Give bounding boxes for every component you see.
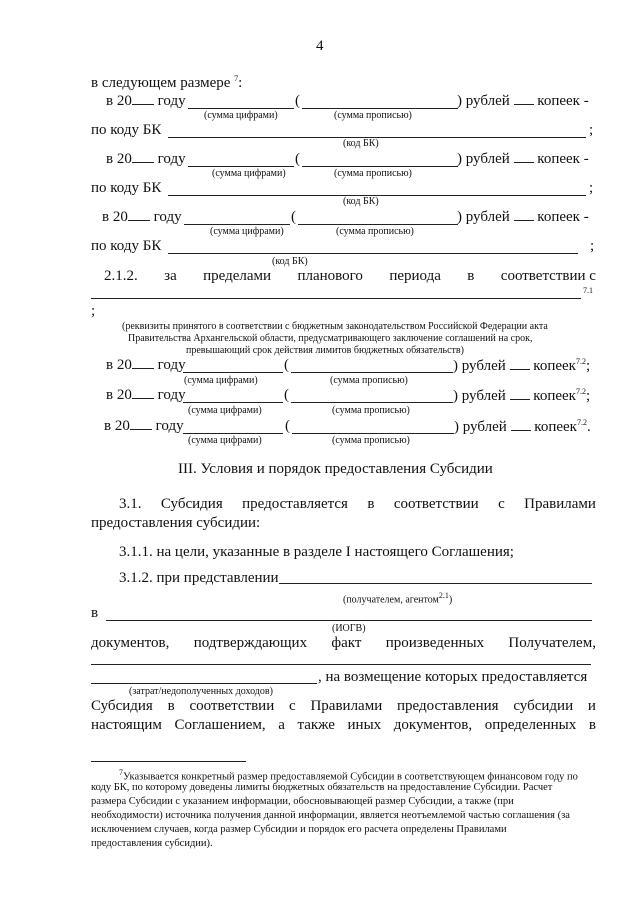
sum-words-caption: (сумма прописью) bbox=[334, 110, 412, 121]
act-caption-3: превышающий срок действия лимитов бюджетных обязательств) bbox=[186, 345, 464, 356]
sum-digits-line[interactable] bbox=[183, 372, 283, 373]
sum-words-line[interactable] bbox=[291, 402, 453, 403]
section-3-title: III. Условия и порядок предоставления Субсидии bbox=[178, 461, 493, 477]
footnote-line-1: $^7$Указывается конкретный размер предоставляемой Субсидии в соответствующем финансовом году по bbox=[119, 768, 578, 783]
footnote-ref: 7.1 bbox=[583, 286, 593, 295]
bk-code-label: по коду БК bbox=[91, 122, 162, 138]
year-row-4-prefix: в 20 году bbox=[106, 357, 186, 373]
rub-kop-1: ) рублей копеек - bbox=[457, 93, 589, 109]
p31-line-2: предоставления субсидии: bbox=[91, 515, 261, 531]
sum-words-caption: (сумма прописью) bbox=[336, 226, 414, 237]
p311: 3.1.1. на цели, указанные в разделе I настоящего Соглашения; bbox=[119, 544, 514, 560]
sum-words-line[interactable] bbox=[291, 372, 453, 373]
sum-digits-caption: (сумма цифрами) bbox=[188, 435, 262, 446]
sum-words-line[interactable] bbox=[298, 224, 458, 225]
sum-words-caption: (сумма прописью) bbox=[334, 168, 412, 179]
footnote-ref: 7 bbox=[234, 74, 239, 83]
footnote-line-5: исключением случаев, когда размер Субсидии и порядок его расчета определены Правилами bbox=[91, 824, 507, 835]
bk-code-caption: (код БК) bbox=[272, 256, 308, 267]
sum-words-caption: (сумма прописью) bbox=[332, 435, 410, 446]
semicolon: ; bbox=[91, 303, 96, 319]
year-row-1-prefix: в 20 году bbox=[106, 93, 186, 109]
intro-text: в следующем размере $^7$: bbox=[91, 74, 243, 91]
sum-digits-line[interactable] bbox=[188, 108, 294, 109]
sum-digits-caption: (сумма цифрами) bbox=[212, 168, 286, 179]
docs-tail: , на возмещение которых предоставляется bbox=[318, 669, 588, 685]
sum-digits-line[interactable] bbox=[184, 224, 290, 225]
sum-digits-line[interactable] bbox=[183, 433, 283, 434]
semicolon: ; bbox=[589, 122, 594, 138]
paren-open: ( bbox=[284, 357, 289, 373]
sum-words-caption: (сумма прописью) bbox=[332, 405, 410, 416]
paren-open: ( bbox=[295, 93, 300, 109]
recipient-line[interactable] bbox=[279, 583, 592, 584]
rub-kop-6: ) рублей копеек$^{7.2}$. bbox=[454, 418, 591, 435]
sum-digits-caption: (сумма цифрами) bbox=[210, 226, 284, 237]
p312-text: 3.1.2. при представлении bbox=[119, 570, 279, 586]
paren-open: ( bbox=[295, 151, 300, 167]
paren-open: ( bbox=[284, 387, 289, 403]
p31-line-1: 3.1. Субсидия предоставляется в соответствии с Правилами bbox=[119, 496, 596, 512]
bk-code-line[interactable] bbox=[168, 253, 578, 254]
rub-kop-5: ) рублей копеек$^{7.2}$; bbox=[453, 387, 591, 404]
v-label: в bbox=[91, 605, 99, 621]
agreement-line: настоящим Соглашением, а также иных документов, определенных в bbox=[91, 717, 596, 733]
year-row-3-prefix: в 20 году bbox=[102, 209, 182, 225]
sum-digits-line[interactable] bbox=[183, 402, 283, 403]
docs-line-blank[interactable] bbox=[91, 664, 591, 665]
bk-code-caption: (код БК) bbox=[343, 196, 379, 207]
year-row-2-prefix: в 20 году bbox=[106, 151, 186, 167]
page-number: 4 bbox=[316, 38, 324, 54]
footnote-line-3: размера Субсидии с указанием информации, обосновывающей размер Субсидии, а также (при bbox=[91, 796, 514, 807]
rub-kop-4: ) рублей копеек$^{7.2}$; bbox=[453, 357, 591, 374]
recipient-caption: (получателем, агентом$^{2.1}$) bbox=[343, 591, 453, 606]
sum-digits-caption: (сумма цифрами) bbox=[204, 110, 278, 121]
subsidy-line: Субсидия в соответствии с Правилами предоставления субсидии и bbox=[91, 698, 596, 714]
sum-words-line[interactable] bbox=[292, 433, 454, 434]
sum-words-line[interactable] bbox=[302, 108, 458, 109]
year-row-5-prefix: в 20 году bbox=[106, 387, 186, 403]
sum-words-line[interactable] bbox=[302, 166, 458, 167]
expenses-line[interactable] bbox=[91, 683, 317, 684]
act-caption-2: Правительства Архангельской области, предусматривающего заключение соглашений на срок, bbox=[128, 333, 533, 344]
bk-code-label: по коду БК bbox=[91, 180, 162, 196]
iogv-caption: (ИОГВ) bbox=[332, 623, 366, 634]
rub-kop-2: ) рублей копеек - bbox=[457, 151, 589, 167]
sum-digits-line[interactable] bbox=[188, 166, 294, 167]
semicolon: ; bbox=[590, 238, 595, 254]
docs-line: документов, подтверждающих факт произведенных Получателем, bbox=[91, 635, 596, 651]
footnote-line-6: предоставления субсидии). bbox=[91, 838, 213, 849]
footnote-line-4: необходимости) источника получения данной информации, является неотъемлемой частью соглашения (за bbox=[91, 810, 570, 821]
sum-words-caption: (сумма прописью) bbox=[330, 375, 408, 386]
rub-kop-3: ) рублей копеек - bbox=[457, 209, 589, 225]
paren-open: ( bbox=[285, 418, 290, 434]
bk-code-caption: (код БК) bbox=[343, 138, 379, 149]
s212-line: 2.1.2. за пределами планового периода в соответствии с bbox=[104, 268, 596, 284]
act-caption-1: (реквизиты принятого в соответствии с бюджетным законодательством Российской Федерации акта bbox=[122, 321, 548, 332]
footnote-line-2: коду БК, по которому доведены лимиты бюджетных обязательств на предоставление Субсидии. Расчет bbox=[91, 782, 553, 793]
iogv-line[interactable] bbox=[106, 620, 592, 621]
sum-digits-caption: (сумма цифрами) bbox=[188, 405, 262, 416]
act-requisites-line[interactable] bbox=[91, 298, 581, 299]
semicolon: ; bbox=[589, 180, 594, 196]
footnote-separator bbox=[91, 761, 246, 762]
paren-open: ( bbox=[291, 209, 296, 225]
year-row-6-prefix: в 20 году bbox=[104, 418, 184, 434]
expenses-caption: (затрат/недополученных доходов) bbox=[129, 686, 273, 697]
bk-code-label: по коду БК bbox=[91, 238, 162, 254]
sum-digits-caption: (сумма цифрами) bbox=[184, 375, 258, 386]
